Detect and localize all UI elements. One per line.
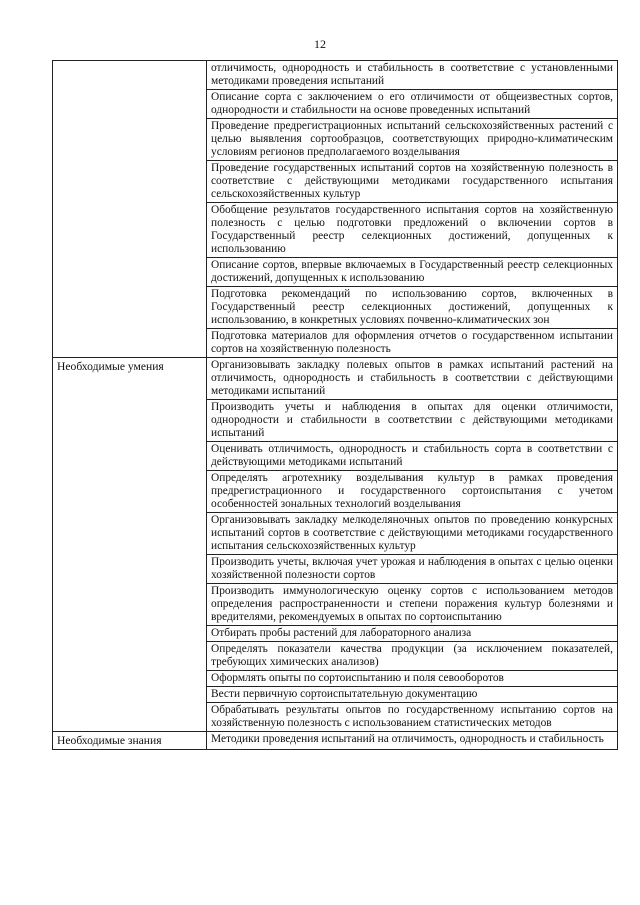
section-items bbox=[207, 732, 618, 750]
list-item: Производить учеты, включая учет урожая и наблюдения в опытах с целью оценки хозяйственной полезности сортов bbox=[207, 555, 617, 584]
list-item: Производить учеты и наблюдения в опытах для оценки отличимости, однородности и стабильности в соответствии с действующими методиками испытаний bbox=[207, 400, 617, 442]
list-item: Отбирать пробы растений для лабораторного анализа bbox=[207, 626, 617, 642]
section-label: Необходимые умения bbox=[53, 358, 207, 732]
list-item: Обрабатывать результаты опытов по государственному испытанию сортов на хозяйственную полезность с использованием статистических методов bbox=[211, 704, 613, 729]
list-item: Подготовка рекомендаций по использованию сортов, включенных в Государственный реестр селекционных достижений, допущенных к использованию, в конкретных условиях почвенно-климатических зон bbox=[207, 287, 617, 329]
section-items bbox=[207, 61, 618, 358]
section-row bbox=[53, 732, 618, 750]
section-row bbox=[53, 358, 618, 732]
list-item: Определять агротехнику возделывания культур в рамках проведения предрегистрационного и государственного сортоиспытания с учетом особенностей зональных технологий возделывания bbox=[207, 471, 617, 513]
list-item: Методики проведения испытаний на отличимость, однородность и стабильность bbox=[211, 733, 604, 745]
section-label bbox=[53, 61, 207, 358]
list-item: Оценивать отличимость, однородность и стабильность сорта в соответствии с действующими методиками испытаний bbox=[207, 442, 617, 471]
list-item: Вести первичную сортоиспытательную документацию bbox=[207, 687, 617, 703]
section-row bbox=[53, 61, 618, 358]
list-item: Определять показатели качества продукции (за исключением показателей, требующих химических анализов) bbox=[207, 642, 617, 671]
list-item: Организовывать закладку мелкоделяночных опытов по проведению конкурсных испытаний сортов в соответствие с действующими методиками государственного испытания сельскохозяйственных культур bbox=[207, 513, 617, 555]
list-item: Описание сортов, впервые включаемых в Государственный реестр селекционных достижений, допущенных к использованию bbox=[207, 258, 617, 287]
list-item: отличимость, однородность и стабильность в соответствие с установленными методиками проведения испытаний bbox=[207, 61, 617, 90]
list-item: Обобщение результатов государственного испытания сортов на хозяйственную полезность с целью подготовки предложений о включении сортов в Государственный реестр селекционных достижений, допущенных к использованию bbox=[207, 203, 617, 258]
list-item: Описание сорта с заключением о его отличимости от общеизвестных сортов, однородности и стабильности на основе проведенных испытаний bbox=[207, 90, 617, 119]
list-item: Подготовка материалов для оформления отчетов о государственном испытании сортов на хозяйственную полезность bbox=[211, 330, 613, 355]
list-item: Проведение предрегистрационных испытаний сельскохозяйственных растений с целью выявления сортообразцов, соответствующих природно-климатическим условиям регионов предполагаемого возделывания bbox=[207, 119, 617, 161]
list-item: Оформлять опыты по сортоиспытанию и поля севооборотов bbox=[207, 671, 617, 687]
section-items bbox=[207, 358, 618, 732]
competency-table bbox=[52, 60, 618, 750]
list-item: Организовывать закладку полевых опытов в рамках испытаний растений на отличимость, однородность и стабильность в соответствии с действующими методиками испытаний bbox=[207, 358, 617, 400]
list-item: Производить иммунологическую оценку сортов с использованием методов определения распространенности и степени поражения культур болезнями и вредителями, рекомендуемых в опытах по сортоиспытанию bbox=[207, 584, 617, 626]
page-number: 12 bbox=[314, 37, 326, 51]
section-label: Необходимые знания bbox=[53, 732, 207, 750]
list-item: Проведение государственных испытаний сортов на хозяйственную полезность в соответствие с действующими методиками государственного испытания сельскохозяйственных культур bbox=[207, 161, 617, 203]
